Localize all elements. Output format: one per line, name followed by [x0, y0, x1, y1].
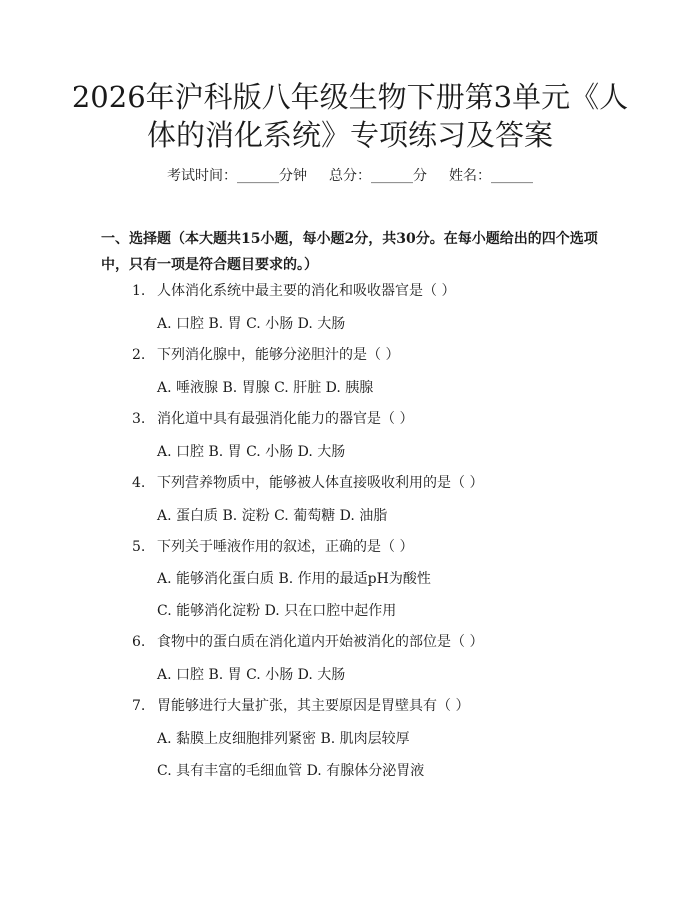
total-score-field: 总分：______分 — [329, 168, 427, 184]
exam-time-field: 考试时间：______分钟 — [167, 168, 307, 184]
question-number: 2. — [132, 347, 146, 363]
question-text: 人体消化系统中最主要的消化和吸收器官是（ ） — [157, 283, 456, 299]
question-options: A. 口腔 B. 胃 C. 小肠 D. 大肠 — [157, 316, 346, 332]
question-text: 下列关于唾液作用的叙述，正确的是（ ） — [157, 539, 414, 555]
question-number: 7. — [132, 698, 146, 714]
student-name-field: 姓名：______ — [449, 168, 533, 184]
question-options: A. 口腔 B. 胃 C. 小肠 D. 大肠 — [157, 667, 346, 683]
question-options: A. 黏膜上皮细胞排列紧密 B. 肌肉层较厚 — [157, 731, 410, 747]
question-options: A. 唾液腺 B. 胃腺 C. 肝脏 D. 胰腺 — [157, 380, 374, 396]
exam-info-line — [0, 166, 700, 186]
question-item — [132, 473, 483, 493]
question-item — [132, 281, 455, 301]
section-heading: 一、选择题（本大题共15小题，每小题2分，共30分。在每小题给出的四个选项中，只有一项是符合题目要求的。） — [101, 231, 598, 273]
question-options: A. 口腔 B. 胃 C. 小肠 D. 大肠 — [157, 444, 346, 460]
document-title: 2026年沪科版八年级生物下册第3单元《人体的消化系统》专项练习及答案 — [71, 80, 629, 152]
question-item — [132, 537, 413, 557]
question-options: C. 能够消化淀粉 D. 只在口腔中起作用 — [157, 603, 397, 619]
question-text: 下列营养物质中，能够被人体直接吸收利用的是（ ） — [157, 475, 484, 491]
question-number: 3. — [132, 411, 146, 427]
question-item — [132, 632, 483, 652]
question-text: 食物中的蛋白质在消化道内开始被消化的部位是（ ） — [157, 634, 484, 650]
question-options: A. 蛋白质 B. 淀粉 C. 葡萄糖 D. 油脂 — [157, 508, 388, 524]
question-options: A. 能够消化蛋白质 B. 作用的最适pH为酸性 — [157, 571, 431, 587]
question-item — [132, 409, 413, 429]
question-item — [132, 696, 469, 716]
question-text: 下列消化腺中，能够分泌胆汁的是（ ） — [157, 347, 400, 363]
question-item — [132, 345, 399, 365]
question-number: 6. — [132, 634, 146, 650]
question-text: 消化道中具有最强消化能力的器官是（ ） — [157, 411, 414, 427]
question-number: 5. — [132, 539, 146, 555]
question-number: 1. — [132, 283, 146, 299]
question-number: 4. — [132, 475, 146, 491]
question-options: C. 具有丰富的毛细血管 D. 有腺体分泌胃液 — [157, 763, 425, 779]
question-text: 胃能够进行大量扩张，其主要原因是胃壁具有（ ） — [157, 698, 470, 714]
